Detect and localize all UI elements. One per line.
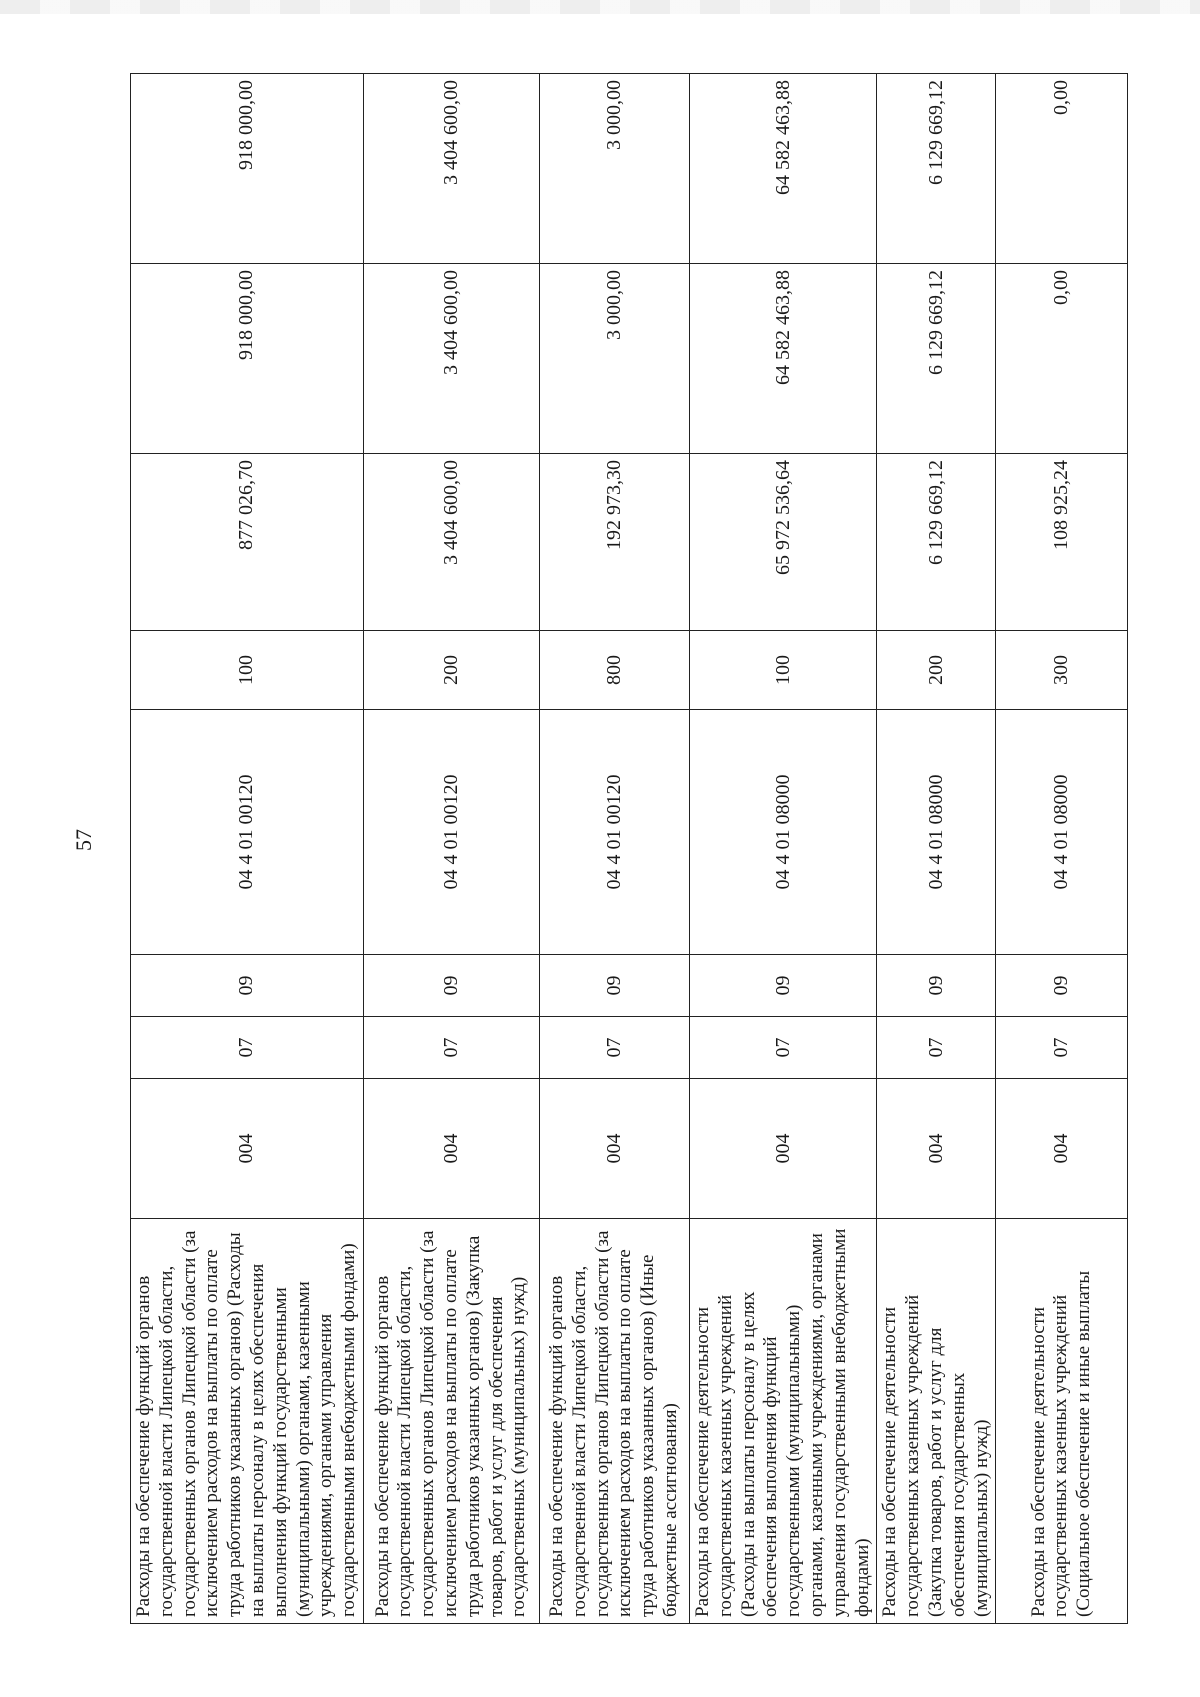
row-description: Расходы на обеспечение деятельности государственных казенных учреждений (Закупка товаров, работ и услуг для обеспечения государственных (муниципальных) нужд) (877, 1219, 996, 1624)
amount-year-3: 3 404 600,00 (363, 74, 539, 264)
subsection-code: 09 (877, 955, 996, 1017)
amount-year-1: 6 129 669,12 (877, 454, 996, 631)
amount-year-3: 918 000,00 (131, 74, 364, 264)
amount-year-2: 3 000,00 (539, 264, 689, 454)
amount-year-1: 108 925,24 (996, 454, 1128, 631)
section-code: 07 (877, 1017, 996, 1079)
amount-year-1: 877 026,70 (131, 454, 364, 631)
amount-year-2: 0,00 (996, 264, 1128, 454)
admin-code: 004 (689, 1079, 876, 1219)
subsection-code: 09 (363, 955, 539, 1017)
expense-type-code: 300 (996, 631, 1128, 710)
amount-year-1: 3 404 600,00 (363, 454, 539, 631)
admin-code: 004 (996, 1079, 1128, 1219)
budget-table-rotated (130, 74, 1095, 1624)
table-row (996, 74, 1128, 1624)
amount-year-1: 192 973,30 (539, 454, 689, 631)
row-description: Расходы на обеспечение функций органов государственной власти Липецкой области, государственных органов Липецкой области (за исключением расходов на выплаты по оплате труда работников указанных органов) (Расходы на выплаты персоналу в целях обеспечения выполнения функций государственными (муниципальными) органами, казенными учреждениями, органами управления государственными внебюджетными фондами) (131, 1219, 364, 1624)
amount-year-3: 6 129 669,12 (877, 74, 996, 264)
target-article-code: 04 4 01 00120 (363, 710, 539, 955)
target-article-code: 04 4 01 00120 (131, 710, 364, 955)
table-row (539, 74, 689, 1624)
amount-year-3: 0,00 (996, 74, 1128, 264)
page-number: 57 (71, 829, 96, 851)
budget-table-region (130, 74, 1095, 1624)
section-code: 07 (539, 1017, 689, 1079)
expense-type-code: 200 (877, 631, 996, 710)
section-code: 07 (363, 1017, 539, 1079)
amount-year-3: 64 582 463,88 (689, 74, 876, 264)
subsection-code: 09 (689, 955, 876, 1017)
expense-type-code: 100 (131, 631, 364, 710)
admin-code: 004 (877, 1079, 996, 1219)
admin-code: 004 (363, 1079, 539, 1219)
amount-year-3: 3 000,00 (539, 74, 689, 264)
table-row (877, 74, 996, 1624)
row-description: Расходы на обеспечение функций органов государственной власти Липецкой области, государственных органов Липецкой области (за исключением расходов на выплаты по оплате труда работников указанных органов) (Иные бюджетные ассигнования) (539, 1219, 689, 1624)
target-article-code: 04 4 01 08000 (996, 710, 1128, 955)
table-row (363, 74, 539, 1624)
expense-type-code: 200 (363, 631, 539, 710)
budget-table (130, 73, 1128, 1624)
row-description: Расходы на обеспечение функций органов государственной власти Липецкой области, государственных органов Липецкой области (за исключением расходов на выплаты по оплате труда работников указанных органов) (Закупка товаров, работ и услуг для обеспечения государственных (муниципальных) нужд) (363, 1219, 539, 1624)
admin-code: 004 (131, 1079, 364, 1219)
amount-year-2: 3 404 600,00 (363, 264, 539, 454)
subsection-code: 09 (539, 955, 689, 1017)
expense-type-code: 100 (689, 631, 876, 710)
section-code: 07 (996, 1017, 1128, 1079)
amount-year-2: 918 000,00 (131, 264, 364, 454)
subsection-code: 09 (131, 955, 364, 1017)
amount-year-2: 64 582 463,88 (689, 264, 876, 454)
admin-code: 004 (539, 1079, 689, 1219)
target-article-code: 04 4 01 00120 (539, 710, 689, 955)
row-description: Расходы на обеспечение деятельности государственных казенных учреждений (Расходы на выплаты персоналу в целях обеспечения выполнения функций государственными (муниципальными) органами, казенными учреждениями, органами управления государственными внебюджетными фондами) (689, 1219, 876, 1624)
expense-type-code: 800 (539, 631, 689, 710)
subsection-code: 09 (996, 955, 1128, 1017)
amount-year-2: 6 129 669,12 (877, 264, 996, 454)
table-row (689, 74, 876, 1624)
amount-year-1: 65 972 536,64 (689, 454, 876, 631)
target-article-code: 04 4 01 08000 (689, 710, 876, 955)
section-code: 07 (689, 1017, 876, 1079)
row-description: Расходы на обеспечение деятельности государственных казенных учреждений (Социальное обеспечение и иные выплаты (996, 1219, 1128, 1624)
section-code: 07 (131, 1017, 364, 1079)
scan-edge (0, 0, 1200, 14)
target-article-code: 04 4 01 08000 (877, 710, 996, 955)
table-row (131, 74, 364, 1624)
